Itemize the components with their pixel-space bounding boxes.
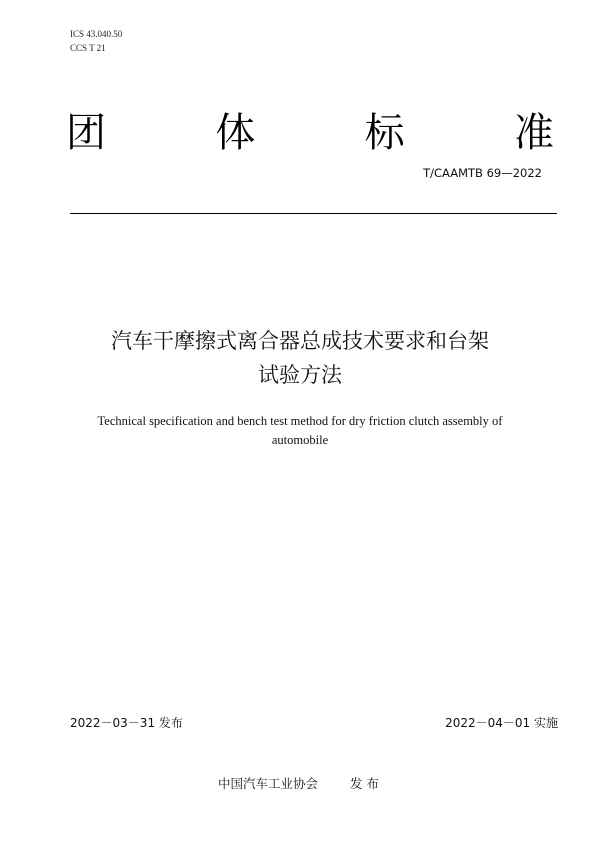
ics-code: ICS 43.040.50 xyxy=(70,29,123,39)
standard-type-heading xyxy=(66,108,554,158)
ccs-code: CCS T 21 xyxy=(70,43,106,53)
standard-number: T/CAAMTB 69—2022 xyxy=(423,166,542,180)
implementation-date: 2022－04－01 实施 xyxy=(445,716,558,730)
publisher-name: 中国汽车工业协会 xyxy=(218,776,319,791)
standard-type-char: 准 xyxy=(513,110,554,156)
english-title-line: automobile xyxy=(271,433,329,447)
chinese-title-line: 汽车干摩擦式离合器总成技术要求和台架 xyxy=(111,329,489,353)
standard-type-char: 体 xyxy=(215,110,256,156)
header-divider xyxy=(70,213,557,214)
english-title-line: Technical specification and bench test method for dry friction clutch assembly of xyxy=(97,414,503,428)
standard-type-char: 团 xyxy=(66,110,106,156)
standard-type-char: 标 xyxy=(364,110,405,156)
classification-codes xyxy=(70,27,122,55)
chinese-title-line: 试验方法 xyxy=(258,363,342,387)
issue-date: 2022－03－31 发布 xyxy=(70,716,183,730)
chinese-title xyxy=(60,324,540,392)
publisher-action: 发 布 xyxy=(350,776,379,791)
english-title xyxy=(40,412,560,450)
publisher-line xyxy=(218,776,379,792)
